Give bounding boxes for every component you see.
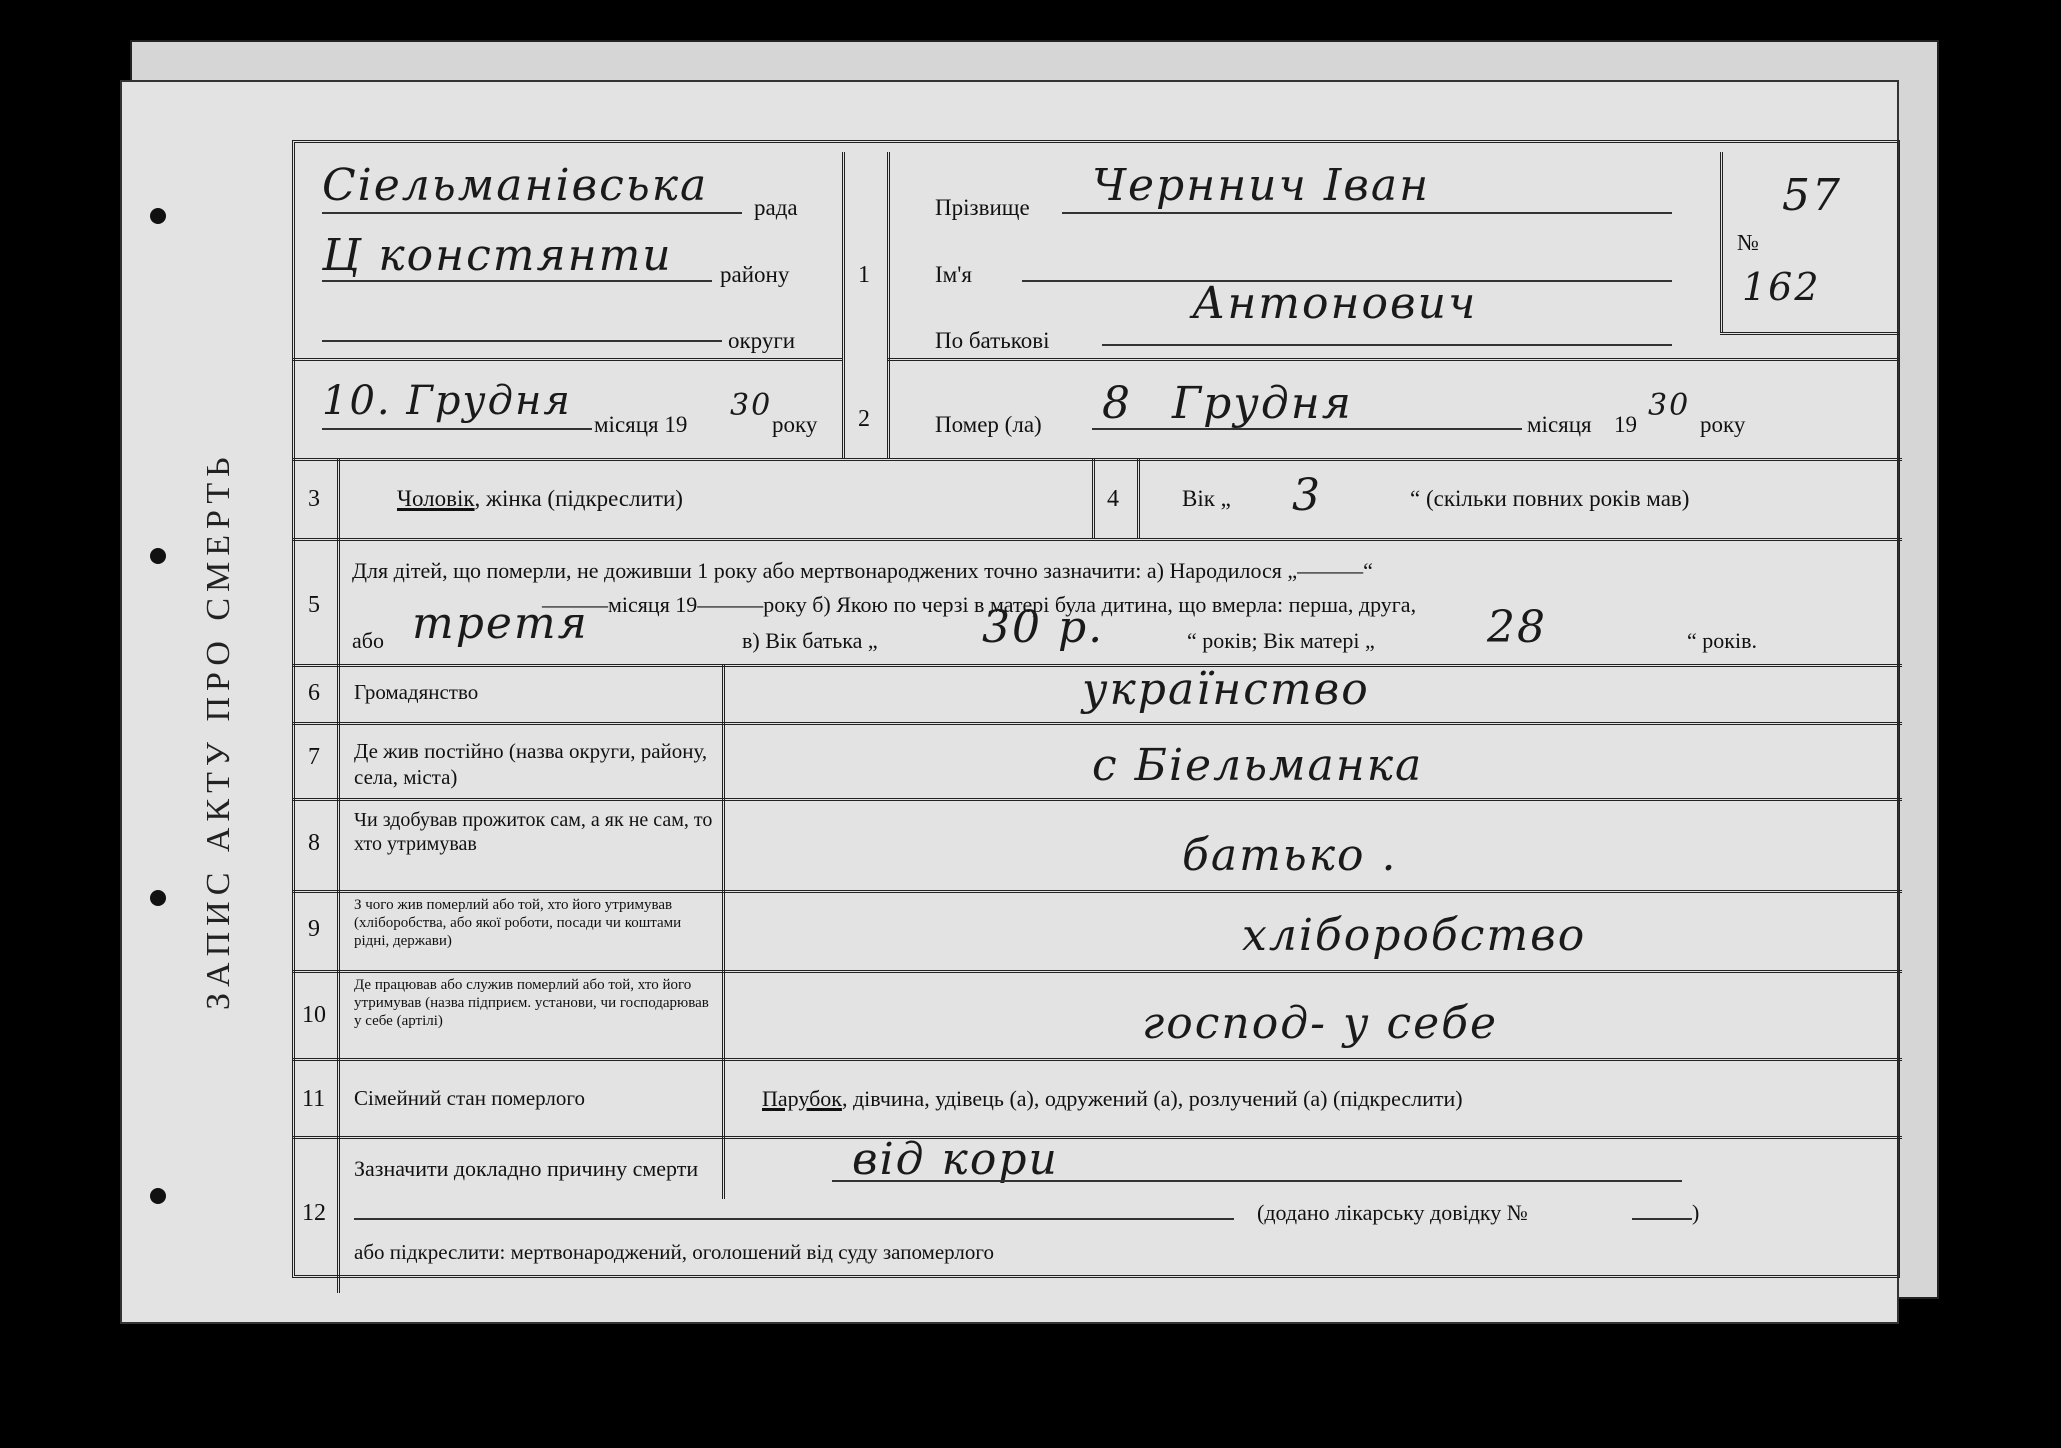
father-age-label: в) Вік батька „ [742, 628, 878, 653]
residence-value: с Біельманка [1092, 740, 1424, 791]
stillborn-options: або підкреслити: мертвонароджений, оголошений від суду запомерлого [354, 1240, 994, 1264]
patronymic-value: Антонович [1192, 278, 1478, 329]
row-number: 6 [308, 680, 320, 706]
first-name-label: Ім'я [935, 262, 972, 287]
raion-label: району [720, 262, 790, 287]
row-number: 9 [308, 916, 320, 942]
row-number: 12 [302, 1200, 326, 1226]
rada-value: Сіельманівська [322, 160, 709, 211]
marital-status-label: Сімейний стан померлого [354, 1086, 585, 1110]
infant-abo: або [352, 628, 384, 653]
death-month-value: Грудня [1172, 378, 1353, 429]
cause-of-death-value: від кори [852, 1134, 1059, 1185]
month-label: місяця 19 [594, 412, 688, 437]
mother-age-value: 28 [1487, 602, 1547, 653]
surname-label: Прізвище [935, 195, 1030, 220]
row-number: 3 [308, 486, 320, 512]
row-number: 2 [858, 406, 870, 432]
binder-hole [150, 1188, 166, 1204]
mother-age-label: “ років; Вік матері „ [1187, 628, 1375, 653]
row-number: 5 [308, 592, 320, 618]
year-label: року [772, 412, 818, 437]
death-year-value: 30 [1648, 388, 1691, 423]
row-number: 7 [308, 744, 320, 770]
income-source-label: З чого жив померлий або той, хто його утримував (хліборобства, або якої роботи, посади чи коштами рідні, держави) [354, 897, 682, 949]
month-label: місяця [1527, 412, 1592, 437]
medical-certificate-label: (додано лікарську довідку № [1257, 1200, 1528, 1225]
workplace-label: Де працював або служив померлий або той, хто його утримував (назва підприєм. установи, чи господарював у себе (артілі) [354, 977, 709, 1029]
registration-year-value: 30 [730, 388, 773, 423]
death-day-value: 8 [1102, 378, 1132, 429]
okruhy-label: округи [728, 328, 796, 353]
infant-line-1: Для дітей, що померли, не доживши 1 року або мертвонароджених точно зазначити: а) Народилося „———“ [352, 558, 1373, 583]
age-suffix: “ (скільки повних років мав) [1410, 486, 1690, 511]
form-side-title: ЗАПИС АКТУ ПРО СМЕРТЬ [200, 451, 237, 1010]
binder-hole [150, 208, 166, 224]
rada-label: рада [754, 195, 798, 220]
cause-of-death-label: Зазначити докладно причину смерти [354, 1156, 699, 1181]
record-number-value: 57 [1782, 170, 1842, 221]
registration-date-value: 10. Грудня [322, 378, 572, 424]
age-value: 3 [1292, 470, 1322, 521]
row-number: 11 [302, 1086, 326, 1112]
marital-status-options: Парубок, дівчина, удівець (а), одружений (а), розлучений (а) (підкреслити) [762, 1086, 1463, 1111]
row-number: 1 [858, 262, 870, 288]
residence-label: Де жив постійно (назва округи, району, села, міста) [354, 739, 708, 789]
surname-value: Черннич Іван [1092, 160, 1431, 211]
record-number-value-2: 162 [1742, 265, 1821, 309]
citizenship-label: Громадянство [354, 680, 479, 704]
livelihood-value: батько . [1182, 830, 1398, 881]
binder-hole [150, 548, 166, 564]
citizenship-value: українство [1082, 664, 1370, 715]
death-record-form [292, 140, 1902, 1280]
year-prefix: 19 [1614, 412, 1637, 437]
year-label: року [1700, 412, 1746, 437]
age-label: Вік „ [1182, 486, 1231, 511]
row-number: 4 [1107, 486, 1119, 512]
patronymic-label: По батькові [935, 328, 1050, 353]
died-label: Помер (ла) [935, 412, 1042, 437]
record-number-label: № [1737, 230, 1759, 255]
livelihood-label: Чи здобував прожиток сам, а як не сам, то хто утримував [354, 809, 713, 855]
income-source-value: хліборобство [1242, 910, 1587, 961]
row-number: 10 [302, 1002, 326, 1028]
child-order-value: третя [412, 598, 589, 649]
raion-value: Ц констянти [322, 230, 673, 281]
father-age-value: 30 р. [982, 602, 1105, 653]
workplace-value: господ- у себе [1142, 998, 1499, 1049]
row-number: 8 [308, 830, 320, 856]
years-suffix: “ років. [1687, 628, 1757, 653]
infant-line-2: ———місяця 19———року б) Якою по черзі в матері була дитина, що вмерла: перша, друга, [542, 592, 1417, 617]
sex-label: Чоловік, жінка (підкреслити) [397, 486, 683, 511]
medical-certificate-close: ) [1692, 1200, 1700, 1225]
binder-hole [150, 890, 166, 906]
